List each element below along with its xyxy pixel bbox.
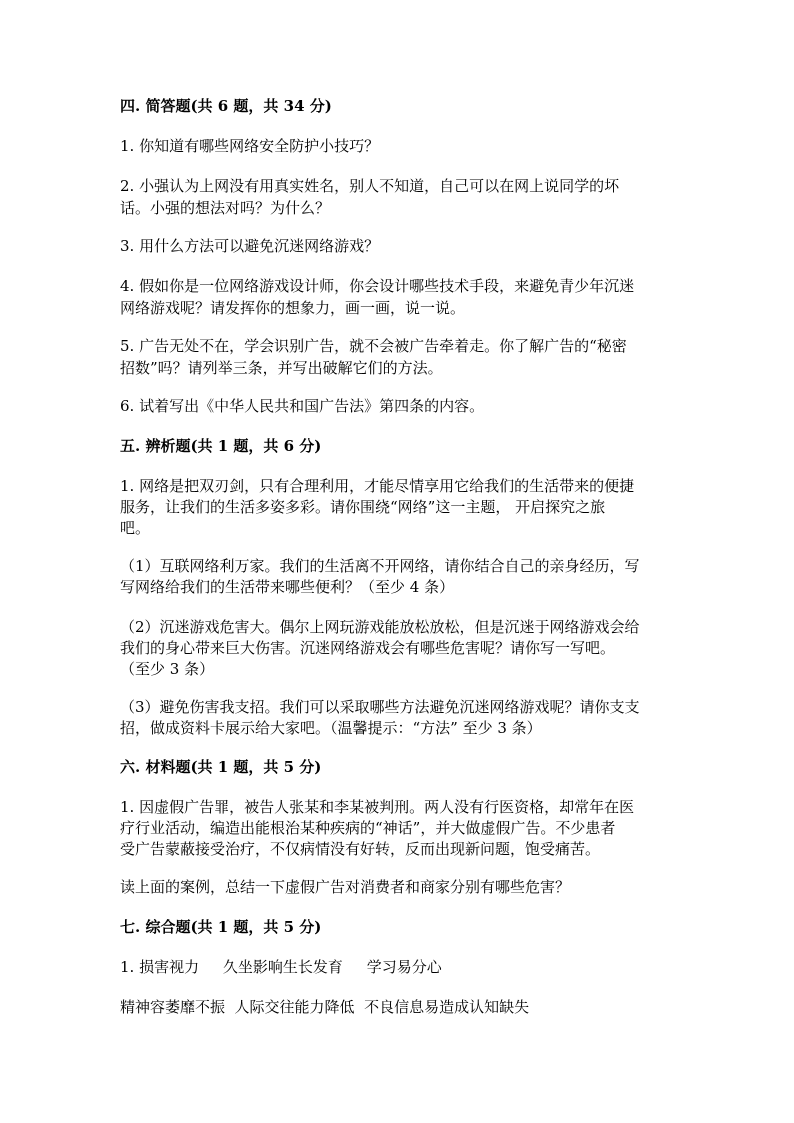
question-5-intro-line-2: 服务，让我们的生活多姿多彩。请你围绕“网络”这一主题， 开启探究之旅 bbox=[120, 498, 606, 516]
question-5-part-1-line-1: （1）互联网络利万家。我们的生活离不开网络，请你结合自己的亲身经历，写 bbox=[120, 557, 640, 575]
section-5-heading: 五. 辨析题(共 1 题，共 6 分) bbox=[120, 437, 322, 455]
question-5-part-3-line-1: （3）避免伤害我支招。我们可以采取哪些方法避免沉迷网络游戏呢？请你支支 bbox=[120, 698, 640, 716]
section-7-heading: 七. 综合题(共 1 题，共 5 分) bbox=[120, 918, 322, 936]
question-7-line-2: 精神容萎靡不振 人际交往能力降低 不良信息易造成认知缺失 bbox=[120, 998, 530, 1016]
question-4-6: 6. 试着写出《中华人民共和国广告法》第四条的内容。 bbox=[120, 397, 485, 415]
question-7-line-1: 1. 损害视力 久坐影响生长发育 学习易分心 bbox=[120, 958, 442, 976]
question-4-4-line-1: 4. 假如你是一位网络游戏设计师，你会设计哪些技术手段，来避免青少年沉迷 bbox=[120, 277, 635, 295]
question-5-intro-line-1: 1. 网络是把双刃剑，只有合理利用，才能尽情享用它给我们的生活带来的便捷 bbox=[120, 477, 635, 495]
question-5-part-3-line-2: 招，做成资料卡展示给大家吧。（温馨提示：“方法” 至少 3 条） bbox=[120, 719, 542, 737]
question-4-3: 3. 用什么方法可以避免沉迷网络游戏？ bbox=[120, 237, 380, 255]
question-4-1: 1. 你知道有哪些网络安全防护小技巧？ bbox=[120, 137, 380, 155]
section-6-heading: 六. 材料题(共 1 题，共 5 分) bbox=[120, 758, 322, 776]
question-4-5-line-1: 5. 广告无处不在，学会识别广告，就不会被广告牵着走。你了解广告的“秘密 bbox=[120, 337, 627, 355]
question-6-material-line-2: 疗行业活动，编造出能根治某种疾病的“神话”，并大做虚假广告。不少患者 bbox=[120, 819, 616, 837]
question-4-2-line-2: 话。小强的想法对吗？为什么？ bbox=[120, 199, 331, 217]
question-6-prompt: 读上面的案例，总结一下虚假广告对消费者和商家分别有哪些危害？ bbox=[120, 878, 571, 896]
question-4-4-line-2: 网络游戏呢？请发挥你的想象力，画一画，说一说。 bbox=[120, 299, 466, 317]
section-4-heading: 四. 简答题(共 6 题，共 34 分) bbox=[120, 97, 332, 115]
question-6-material-line-1: 1. 因虚假广告罪，被告人张某和李某被判刑。两人没有行医资格，却常年在医 bbox=[120, 798, 635, 816]
question-6-material-line-3: 受广告蒙蔽接受治疗，不仅病情没有好转，反而出现新问题，饱受痛苦。 bbox=[120, 840, 601, 858]
question-4-2-line-1: 2. 小强认为上网没有用真实姓名，别人不知道，自己可以在网上说同学的坏 bbox=[120, 177, 620, 195]
question-4-5-line-2: 招数”吗？请列举三条，并写出破解它们的方法。 bbox=[120, 359, 443, 377]
question-5-part-2-line-1: （2）沉迷游戏危害大。偶尔上网玩游戏能放松放松，但是沉迷于网络游戏会给 bbox=[120, 618, 640, 636]
question-5-intro-line-3: 吧。 bbox=[120, 519, 151, 537]
question-5-part-2-line-3: （至少 3 条） bbox=[120, 660, 215, 678]
question-5-part-1-line-2: 写网络给我们的生活带来哪些便利？（至少 4 条） bbox=[120, 578, 455, 596]
question-5-part-2-line-2: 我们的身心带来巨大伤害。沉迷网络游戏会有哪些危害呢？请你写一写吧。 bbox=[120, 639, 616, 657]
